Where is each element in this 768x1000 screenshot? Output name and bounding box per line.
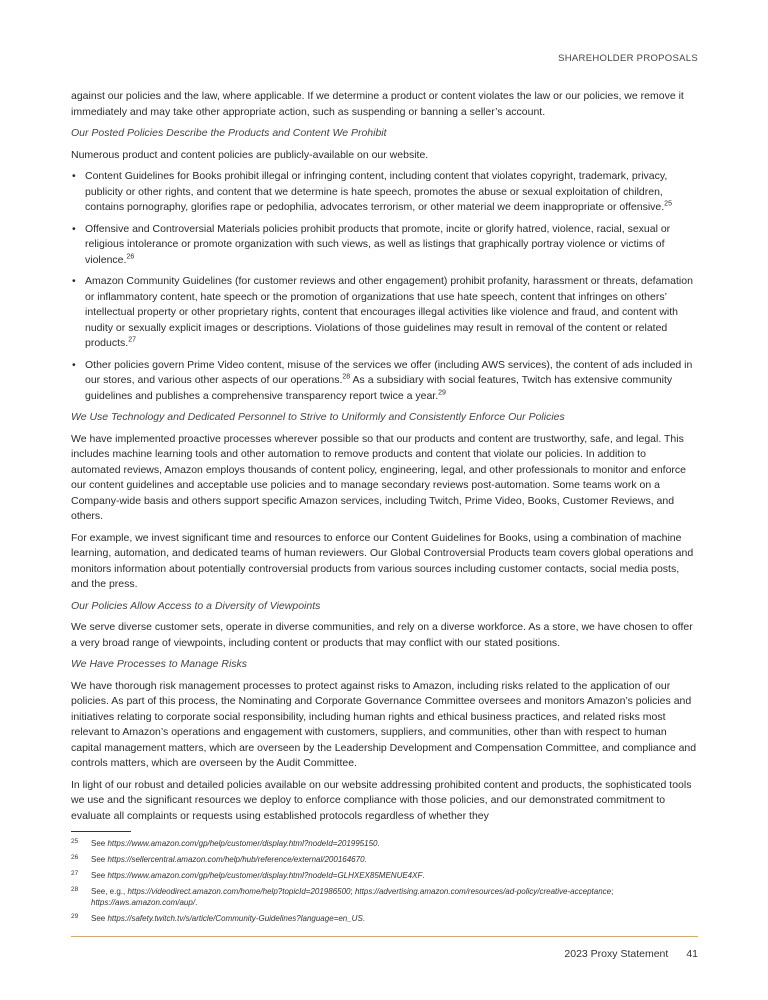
footer-document-title: 2023 Proxy Statement <box>564 948 669 960</box>
page-number: 41 <box>686 948 698 960</box>
footnote-separator: ; <box>611 887 614 896</box>
footnote-25 <box>71 838 698 849</box>
bullet-offensive-materials <box>71 222 698 269</box>
footnote-suffix: . <box>377 839 380 848</box>
footnote-text <box>91 854 367 865</box>
footnote-text <box>91 838 380 849</box>
footnote-separator: ; <box>350 887 355 896</box>
footnote-ref: 25 <box>664 200 672 208</box>
footnote-text <box>91 870 425 881</box>
footnote-link[interactable]: https://safety.twitch.tv/s/article/Community-Guidelines?language=en_US <box>107 914 363 923</box>
footnote-text <box>91 913 365 924</box>
subheading-diversity: Our Policies Allow Access to a Diversity of Viewpoints <box>71 599 321 612</box>
example-paragraph: For example, we invest significant time and resources to enforce our Content Guidelines for Books, using a combination of machine learning, automation, and dedicated teams of human reviewers. Our Global Controversial Products team covers global operations and monitors information about potentially controversial products from various sources including customer contacts, social media posts, and the press. <box>71 531 694 590</box>
footnote-prefix: See <box>91 839 108 848</box>
footnote-link[interactable]: https://www.amazon.com/gp/help/customer/display.html?nodeId=201995150 <box>107 839 378 848</box>
bullet-text: As a subsidiary with social features, Twitch has extensive community guidelines and publishes a comprehensive transparency report twice a year. <box>85 374 673 402</box>
footnote-suffix: . <box>422 871 425 880</box>
footnote-ref: 28 <box>342 373 351 381</box>
serve-paragraph: We serve diverse customer sets, operate in diverse communities, and rely on a diverse workforce. As a store, we have chosen to offer a very broad range of viewpoints, including content or products that may conflict with our stated positions. <box>71 621 693 649</box>
subheading-technology: We Use Technology and Dedicated Personnel to Strive to Uniformly and Consistently Enforce Our Policies <box>71 411 565 423</box>
section-header: SHAREHOLDER PROPOSALS <box>558 53 698 64</box>
footnote-suffix: . <box>362 914 366 923</box>
footer-accent-rule <box>71 936 698 937</box>
bullet-other-policies <box>71 358 698 405</box>
footnote-number: 27 <box>71 870 79 877</box>
footnote-number: 26 <box>71 854 79 861</box>
footnotes <box>71 838 698 929</box>
footnote-number: 25 <box>71 838 79 845</box>
footnote-link[interactable]: https://advertising.amazon.com/resources/ad-policy/creative-acceptance <box>354 887 612 896</box>
policy-bullet-list <box>71 169 698 404</box>
footnote-27 <box>71 870 698 881</box>
bullet-text: Other policies govern Prime Video content, misuse of the services we offer (including AWS services), the content of ads included in our stores, and various other aspects of our operations. <box>85 358 693 386</box>
footnote-ref: 27 <box>128 336 136 344</box>
footnote-link[interactable]: https://aws.amazon.com/aup/ <box>91 898 196 907</box>
footnote-ref: 29 <box>438 389 446 396</box>
footnote-prefix: See, e.g., <box>91 887 128 896</box>
footnote-divider <box>71 831 131 832</box>
risk-management-paragraph: We have thorough risk management processes to protect against risks to Amazon, including risks related to the application of our policies. As part of this process, the Nominating and Corporate Governance Committee oversees and monitors Amazon’s policies and initiatives relating to corporate social responsibility, including human rights and ethical business practices, and related risks most relevant to Amazon’s operations and engagement with customers, suppliers, and communities, other than with respect to human capital management matters, which are overseen by the Leadership Development and Compensation Committee, and compliance and controls matters, which are overseen by the Audit Committee. <box>71 679 697 769</box>
footnote-number: 29 <box>71 913 79 920</box>
footnote-link[interactable]: https://www.amazon.com/gp/help/customer/display.html?nodeId=GLHXEX85MENUE4XF <box>107 871 423 880</box>
footnote-26 <box>71 854 698 865</box>
in-light-paragraph: In light of our robust and detailed policies available on our website addressing prohibited content and products, the sophisticated tools we use and the significant resources we deploy to enforce compliance with those policies, and our demonstrated commitment to evaluate all complaints or requests using established protocols regardless of whether they <box>71 778 692 822</box>
footnote-prefix: See <box>91 914 108 923</box>
bullet-text: Offensive and Controversial Materials policies prohibit products that promote, incite or glorify hatred, violence, racial, sexual or religious intolerance or promote organization with such views, as well as listings that graphically portray violence or victims of violence. <box>85 222 671 266</box>
bullet-books-guidelines <box>71 169 698 216</box>
bullet-text: Content Guidelines for Books prohibit illegal or infringing content, including content that violates copyright, trademark, privacy, publicity or other rights, and content that we determine is hate speech, promotes the abuse or sexual exploitation of children, contains pornography, glorifies rape or pedophilia, advocates terrorism, or other material we deem inappropriate or offensive. <box>85 170 668 213</box>
footnote-text <box>91 886 698 908</box>
footnote-29 <box>71 913 698 924</box>
footnote-suffix: . <box>364 855 367 864</box>
bullet-text: Amazon Community Guidelines (for customer reviews and other engagement) prohibit profanity, harassment or threats, defamation or inflammatory content, hate speech or the promotion of organizations that use hate speech, content that infringes on others’ intellectual property or other proprietary rights, content that encourages illegal activities like violence and fraud, and content with nudity or sexually explicit images or descriptions. Violations of those guidelines may result in removal of the content or related products. <box>85 275 693 349</box>
subheading-risks: We Have Processes to Manage Risks <box>71 658 248 670</box>
footnote-link[interactable]: https://sellercentral.amazon.com/help/hub/reference/external/200164670 <box>107 855 365 864</box>
subheading-posted-policies: Our Posted Policies Describe the Products and Content We Prohibit <box>71 127 387 139</box>
footnote-28 <box>71 886 698 908</box>
page-footer <box>564 948 698 960</box>
footnote-suffix: . <box>195 898 198 907</box>
implemented-paragraph: We have implemented proactive processes wherever possible so that our products and content are trustworthy, safe, and legal. This includes machine learning tools and other automation to remove products and content that violate our policies. In addition to automated reviews, Amazon employs thousands of content policy, engineering, legal, and other professionals to monitor and enforce our content guidelines and acceptable use policies and to manage secondary reviews post-automation. Some teams work on a Company-wide basis and others support specific Amazon services, including Twitch, Prime Video, Books, Customer Reviews, and others. <box>71 432 687 522</box>
footnote-ref: 26 <box>126 253 135 260</box>
intro-paragraph: against our policies and the law, where applicable. If we determine a product or content violates the law or our policies, we remove it immediately and may take other appropriate action, such as suspending or banning a seller’s account. <box>71 90 684 118</box>
footnote-prefix: See <box>91 855 108 864</box>
footnote-prefix: See <box>91 871 108 880</box>
footnote-link[interactable]: https://videodirect.amazon.com/home/help?topicId=201986500 <box>127 887 351 896</box>
footnote-number: 28 <box>71 886 79 893</box>
bullet-community-guidelines <box>71 274 698 352</box>
numerous-policies-paragraph: Numerous product and content policies are publicly-available on our website. <box>71 148 429 161</box>
main-content <box>71 89 698 830</box>
